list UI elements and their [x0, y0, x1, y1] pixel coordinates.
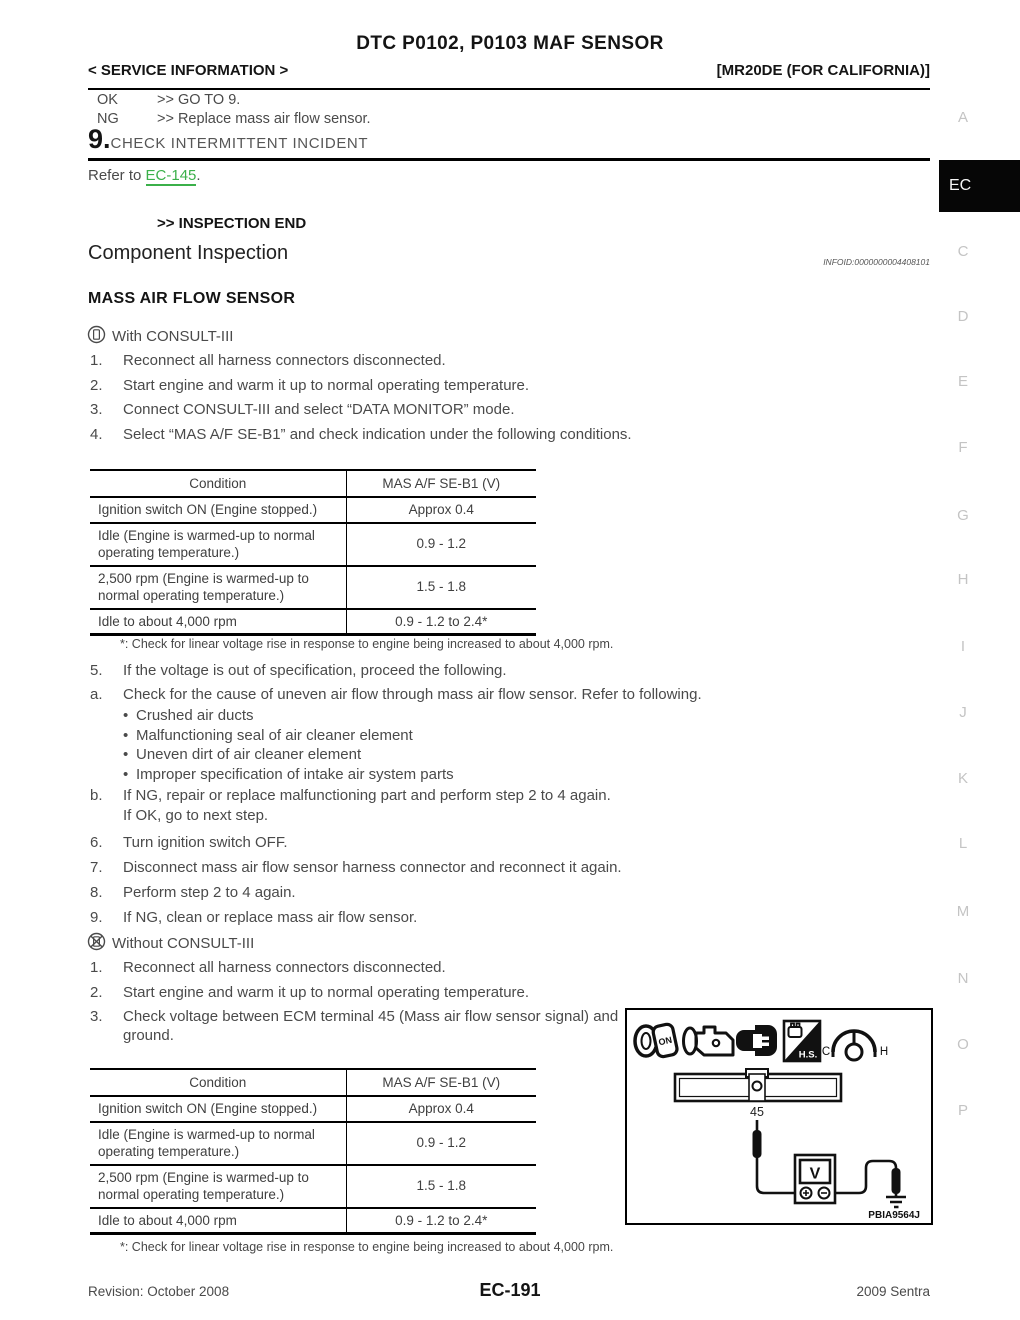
- col-value: MAS A/F SE-B1 (V): [346, 1069, 536, 1096]
- ok-action: >> GO TO 9.: [157, 92, 241, 108]
- terminal-45-label: 45: [750, 1105, 764, 1119]
- step9-number: 9.: [88, 124, 111, 154]
- footer-model: 2009 Sentra: [856, 1284, 930, 1299]
- with-consult-label-row: [87, 325, 233, 348]
- with-consult-label: With CONSULT-III: [112, 328, 234, 345]
- margin-letter-j: J: [959, 704, 967, 721]
- inspection-end-label: >> INSPECTION END: [157, 215, 307, 232]
- svg-text:H.S.: H.S.: [798, 1049, 818, 1061]
- ng-action: >> Replace mass air flow sensor.: [157, 111, 371, 127]
- list-item: 3. Check voltage between ECM terminal 45 (Mass air flow sensor signal) and ground.: [90, 1008, 619, 1044]
- probe-wire: [753, 1120, 796, 1193]
- ng-label: NG: [97, 111, 119, 127]
- table-footnote: *: Check for linear voltage rise in response to engine being increased to about 4,000 rpm.: [120, 637, 614, 651]
- voltmeter-icon: [795, 1155, 835, 1203]
- section-tab-ec: EC: [939, 160, 1020, 212]
- margin-letter-g: G: [957, 507, 969, 524]
- procedure-list: [90, 659, 835, 930]
- temp-gauge-icon: [822, 1030, 888, 1060]
- footer-revision: Revision: October 2008: [88, 1284, 230, 1299]
- ok-label: OK: [97, 92, 118, 108]
- margin-letter-p: P: [957, 1102, 968, 1119]
- list-item: • Crushed air ducts: [123, 707, 254, 724]
- list-item: • Uneven dirt of air cleaner element: [123, 746, 362, 763]
- engine-icon: [684, 1027, 734, 1055]
- table-row: 2,500 rpm (Engine is warmed-up to normal operating temperature.) 1.5 - 1.8: [90, 566, 536, 609]
- consult-tester-icon: [87, 325, 106, 348]
- margin-letter-f: F: [958, 439, 968, 456]
- margin-letter-d: D: [957, 308, 969, 325]
- list-item: 4. Select “MAS A/F SE-B1” and check indication under the following conditions.: [90, 425, 632, 443]
- section-label: < SERVICE INFORMATION >: [88, 62, 289, 79]
- refer-prefix: Refer to: [88, 167, 146, 184]
- ignition-on-icon: [635, 1023, 678, 1057]
- table-row: Ignition switch ON (Engine stopped.) Approx 0.4: [90, 1096, 536, 1122]
- spec-table-consult: [90, 469, 536, 636]
- refer-suffix: .: [196, 167, 201, 184]
- step9-heading: [88, 124, 368, 155]
- list-item: 5. If the voltage is out of specification, proceed the following.: [90, 662, 507, 679]
- svg-text:V: V: [809, 1165, 821, 1183]
- maf-sensor-heading: MASS AIR FLOW SENSOR: [88, 290, 296, 307]
- list-item: 3. Connect CONSULT-III and select “DATA MONITOR” mode.: [90, 401, 515, 418]
- table-header-row: [90, 470, 536, 497]
- margin-letter-n: N: [957, 970, 969, 987]
- refer-line: [88, 167, 201, 184]
- table-row: Ignition switch ON (Engine stopped.) Approx 0.4: [90, 497, 536, 523]
- list-item: 9. If NG, clean or replace mass air flow sensor.: [90, 909, 418, 926]
- no-consult-tester-icon: [87, 932, 106, 955]
- col-condition: Condition: [90, 470, 346, 497]
- footer-page-number: EC-191: [479, 1280, 541, 1300]
- table-header-row: [90, 1069, 536, 1096]
- margin-letter-e: E: [957, 373, 968, 390]
- list-item: • Improper specification of intake air system parts: [123, 765, 454, 783]
- ground-wire: [835, 1161, 906, 1207]
- svg-text:H: H: [879, 1046, 889, 1058]
- spec-table-voltage: [90, 1068, 536, 1235]
- without-consult-steps: [90, 956, 650, 1045]
- list-item: • Malfunctioning seal of air cleaner element: [123, 726, 413, 744]
- step9-title: CHECK INTERMITTENT INCIDENT: [110, 135, 369, 152]
- ec-145-link[interactable]: EC-145: [145, 167, 197, 184]
- infoid-label: INFOID:0000000004408101: [823, 257, 930, 267]
- margin-letter-m: M: [956, 903, 970, 920]
- engine-variant-label: [MR20DE (FOR CALIFORNIA)]: [716, 62, 930, 79]
- without-consult-label-row: [87, 932, 254, 955]
- list-item: 6. Turn ignition switch OFF.: [90, 834, 288, 851]
- step9-divider: [88, 158, 930, 161]
- without-consult-label: Without CONSULT-III: [112, 935, 255, 952]
- margin-letter-o: O: [957, 1036, 969, 1053]
- table-row: Idle to about 4,000 rpm 0.9 - 1.2 to 2.4*: [90, 609, 536, 635]
- svg-text:ON: ON: [657, 1034, 673, 1048]
- table-row: Idle (Engine is warmed-up to normal operating temperature.) 0.9 - 1.2: [90, 523, 536, 566]
- margin-letter-a: A: [957, 109, 968, 126]
- list-item: 1. Reconnect all harness connectors disconnected.: [90, 959, 446, 976]
- margin-letter-k: K: [957, 770, 968, 787]
- table-row: 2,500 rpm (Engine is warmed-up to normal operating temperature.) 1.5 - 1.8: [90, 1165, 536, 1208]
- measurement-figure: [625, 1008, 933, 1225]
- connector-icon: [736, 1025, 777, 1056]
- component-inspection-heading: Component Inspection: [88, 242, 289, 264]
- header-divider: [88, 88, 930, 90]
- margin-letter-h: H: [957, 571, 969, 588]
- table-row: Idle (Engine is warmed-up to normal operating temperature.) 0.9 - 1.2: [90, 1122, 536, 1165]
- table-footnote: *: Check for linear voltage rise in response to engine being increased to about 4,000 rpm.: [120, 1240, 614, 1254]
- page-title: DTC P0102, P0103 MAF SENSOR: [356, 33, 664, 54]
- margin-letter-c: C: [957, 243, 969, 260]
- svg-text:C: C: [821, 1046, 831, 1058]
- col-value: MAS A/F SE-B1 (V): [346, 470, 536, 497]
- list-item: 1. Reconnect all harness connectors disconnected.: [90, 352, 446, 369]
- margin-letter-i: I: [960, 638, 966, 655]
- margin-letter-l: L: [958, 835, 968, 852]
- figure-caption: PBIA9564J: [868, 1210, 920, 1221]
- with-consult-steps: [90, 349, 810, 447]
- col-condition: Condition: [90, 1069, 346, 1096]
- hs-tester-icon: [784, 1021, 820, 1061]
- ecm-connector: [675, 1069, 841, 1119]
- list-item: a. Check for the cause of uneven air flow through mass air flow sensor. Refer to following.: [90, 685, 702, 703]
- list-item: 8. Perform step 2 to 4 again.: [90, 884, 296, 901]
- list-item: 2. Start engine and warm it up to normal operating temperature.: [90, 983, 530, 1001]
- list-item: b. If NG, repair or replace malfunctioning part and perform step 2 to 4 again. If OK, go to next step.: [90, 787, 611, 824]
- table-row: Idle to about 4,000 rpm 0.9 - 1.2 to 2.4*: [90, 1208, 536, 1234]
- list-item: 2. Start engine and warm it up to normal operating temperature.: [90, 376, 530, 394]
- list-item: 7. Disconnect mass air flow sensor harness connector and reconnect it again.: [90, 859, 622, 876]
